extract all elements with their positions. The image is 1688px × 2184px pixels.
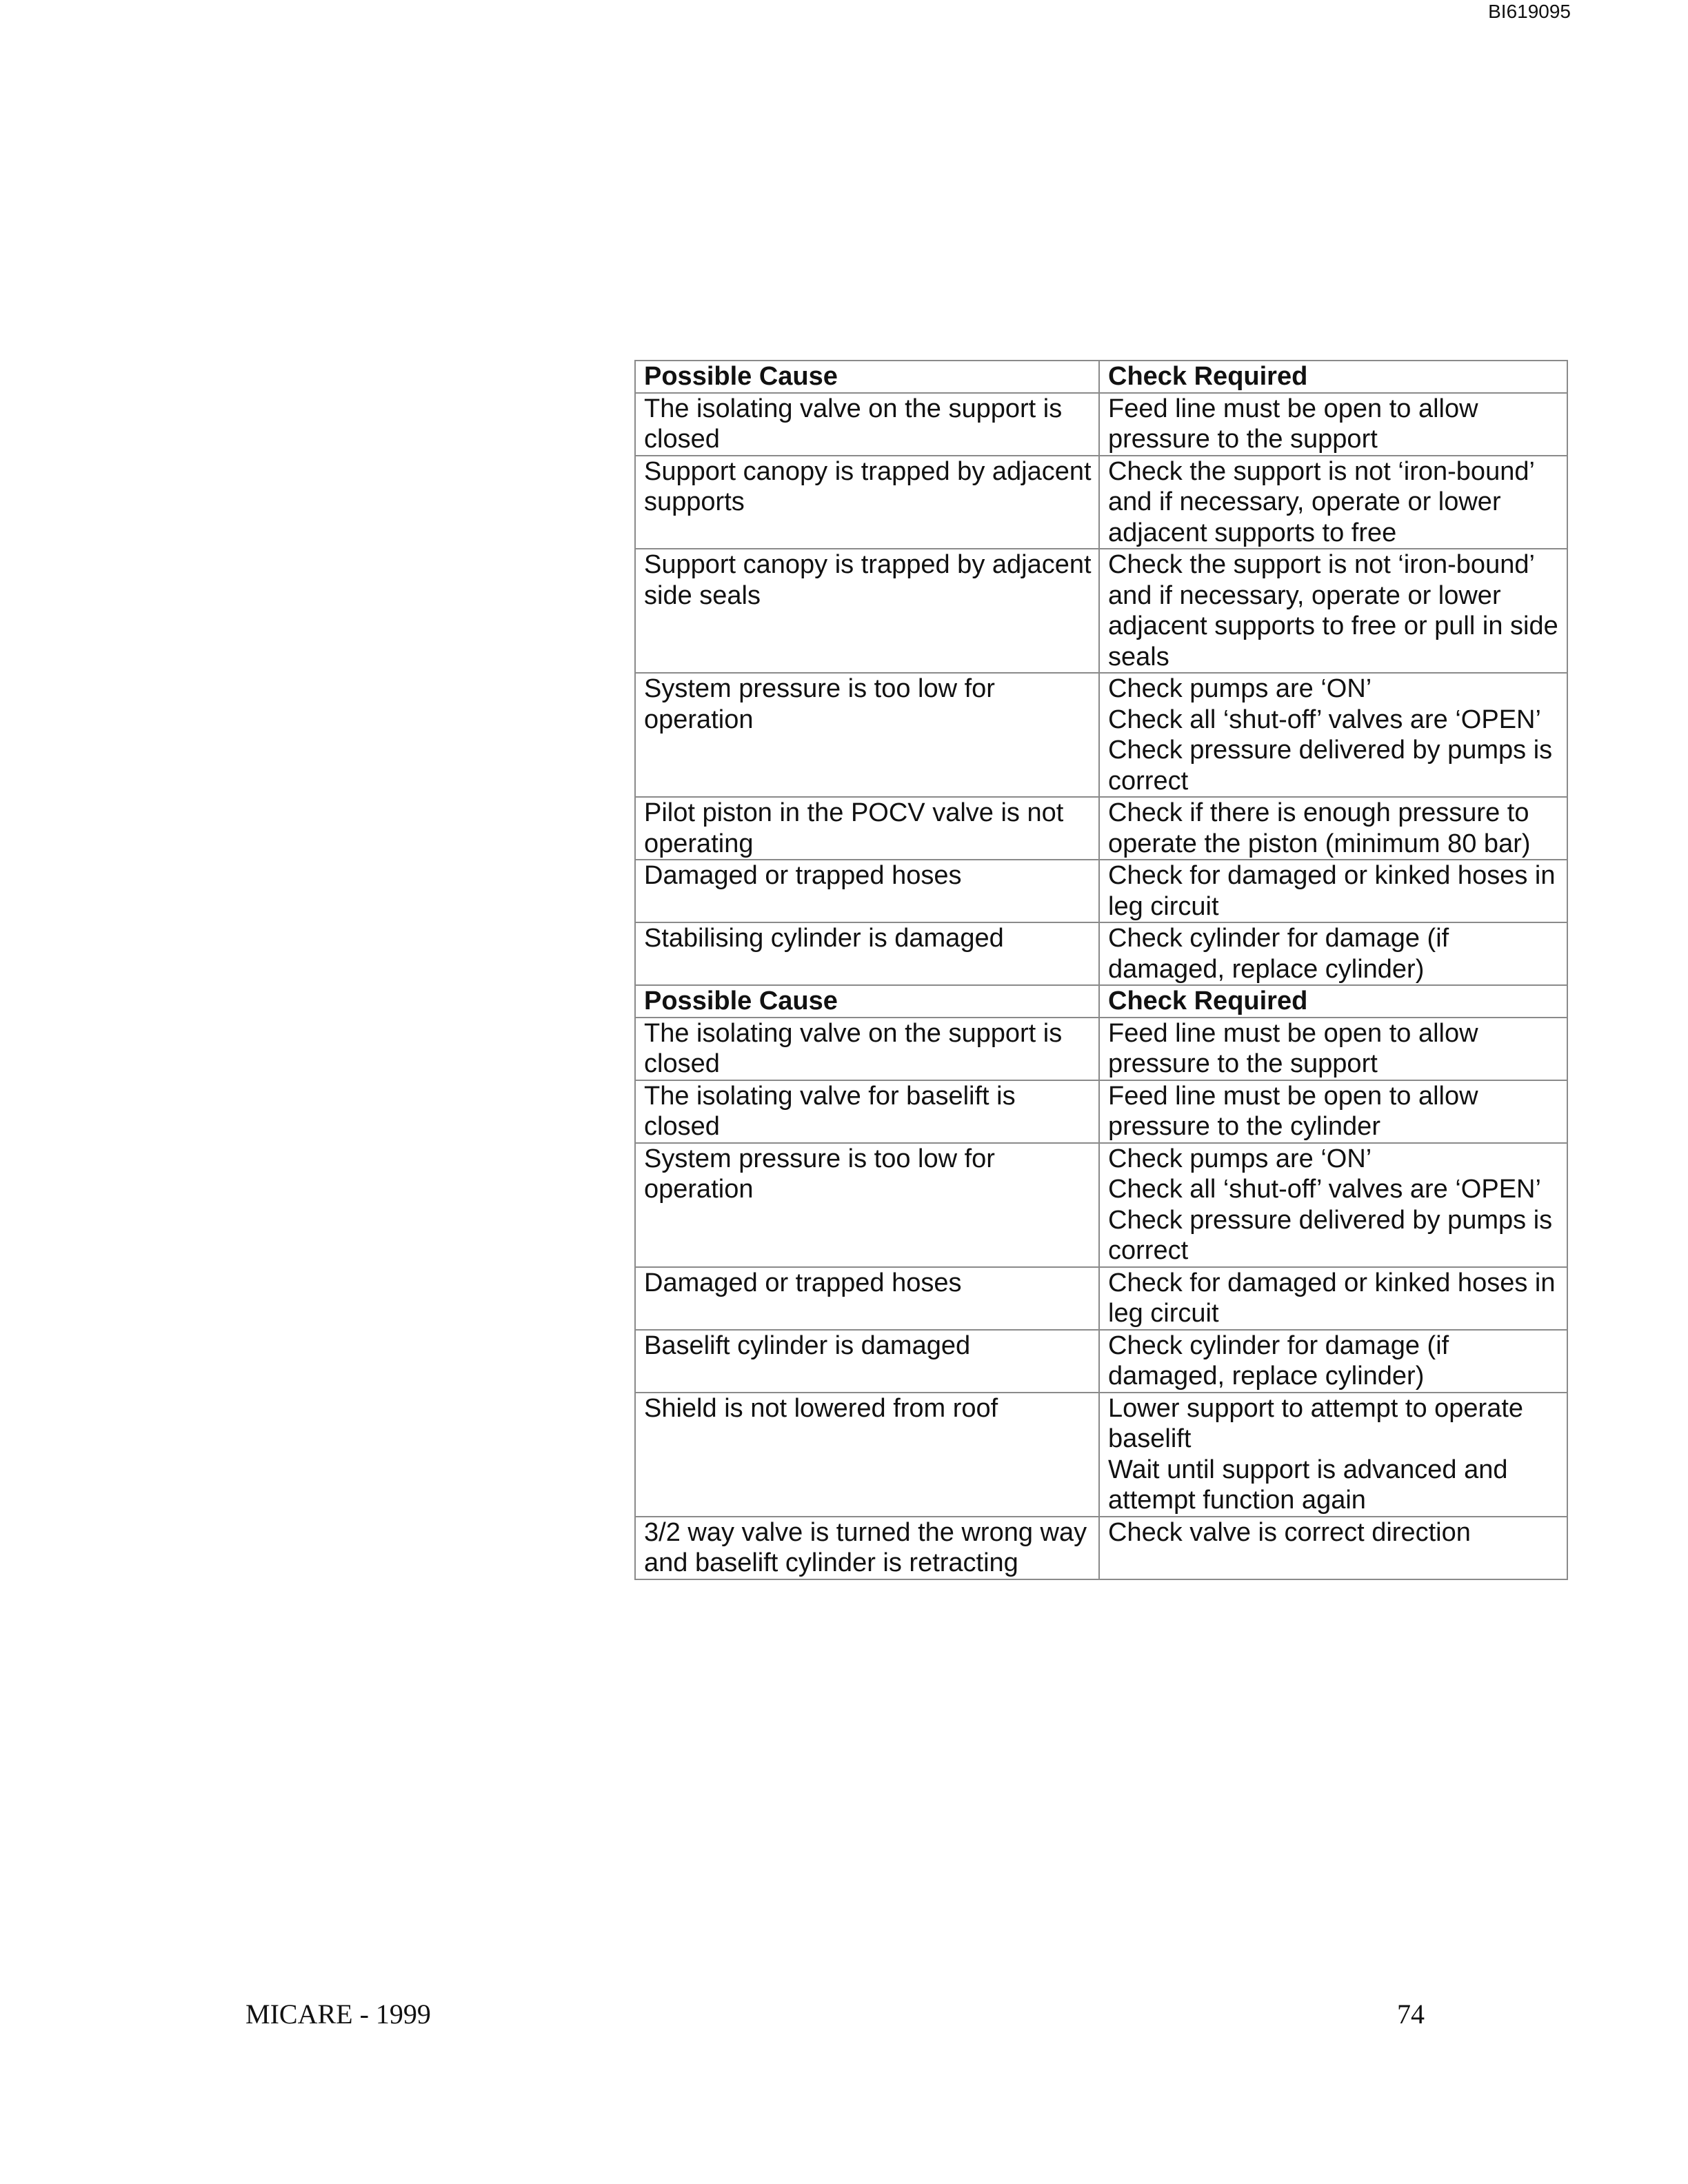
check-cell: Check pumps are ‘ON’ Check all ‘shut-off’ valves are ‘OPEN’ Check pressure delivered by pumps is correct [1099,673,1567,797]
table-row [635,1080,1567,1143]
check-cell: Check cylinder for damage (if damaged, replace cylinder) [1099,922,1567,985]
document-id: BI619095 [1488,1,1571,22]
header-possible-cause: Possible Cause [635,361,1099,393]
check-cell: Check for damaged or kinked hoses in leg circuit [1099,1267,1567,1330]
table-row [635,1517,1567,1579]
table-row [635,1393,1567,1517]
table-row [635,1143,1567,1267]
table-row [635,797,1567,860]
table-header-row [635,361,1567,393]
header-check-required: Check Required [1099,361,1567,393]
table-row [635,1330,1567,1393]
check-cell: Check the support is not ‘iron-bound’ and if necessary, operate or lower adjacent supports to free or pull in side seals [1099,549,1567,673]
check-cell: Feed line must be open to allow pressure to the support [1099,1018,1567,1080]
troubleshooting-table [634,360,1568,1580]
cause-cell: Baselift cylinder is damaged [635,1330,1099,1393]
cause-cell: Support canopy is trapped by adjacent side seals [635,549,1099,673]
check-cell: Feed line must be open to allow pressure to the support [1099,393,1567,456]
table-row [635,1267,1567,1330]
check-cell: Lower support to attempt to operate baselift Wait until support is advanced and attempt function again [1099,1393,1567,1517]
cause-cell: System pressure is too low for operation [635,673,1099,797]
header-possible-cause: Possible Cause [635,985,1099,1018]
cause-cell: The isolating valve on the support is closed [635,393,1099,456]
table-header-row [635,985,1567,1018]
check-cell: Check pumps are ‘ON’ Check all ‘shut-off’ valves are ‘OPEN’ Check pressure delivered by pumps is correct [1099,1143,1567,1267]
table-row [635,922,1567,985]
check-cell: Feed line must be open to allow pressure to the cylinder [1099,1080,1567,1143]
check-cell: Check if there is enough pressure to operate the piston (minimum 80 bar) [1099,797,1567,860]
cause-cell: 3/2 way valve is turned the wrong way and baselift cylinder is retracting [635,1517,1099,1579]
cause-cell: The isolating valve on the support is closed [635,1018,1099,1080]
check-cell: Check cylinder for damage (if damaged, replace cylinder) [1099,1330,1567,1393]
cause-cell: Stabilising cylinder is damaged [635,922,1099,985]
table-row [635,456,1567,549]
check-cell: Check the support is not ‘iron-bound’ and if necessary, operate or lower adjacent supports to free [1099,456,1567,549]
check-cell: Check valve is correct direction [1099,1517,1567,1579]
table-row [635,1018,1567,1080]
table-row [635,393,1567,456]
table-row [635,549,1567,673]
cause-cell: Pilot piston in the POCV valve is not operating [635,797,1099,860]
cause-cell: System pressure is too low for operation [635,1143,1099,1267]
cause-cell: The isolating valve for baselift is closed [635,1080,1099,1143]
header-check-required: Check Required [1099,985,1567,1018]
cause-cell: Shield is not lowered from roof [635,1393,1099,1517]
cause-cell: Damaged or trapped hoses [635,860,1099,922]
table-row [635,673,1567,797]
cause-cell: Support canopy is trapped by adjacent supports [635,456,1099,549]
footer-publisher: MICARE - 1999 [245,1999,431,2030]
troubleshooting-table-body [635,361,1567,1579]
cause-cell: Damaged or trapped hoses [635,1267,1099,1330]
check-cell: Check for damaged or kinked hoses in leg circuit [1099,860,1567,922]
page-number: 74 [1397,1999,1425,2030]
table-row [635,860,1567,922]
